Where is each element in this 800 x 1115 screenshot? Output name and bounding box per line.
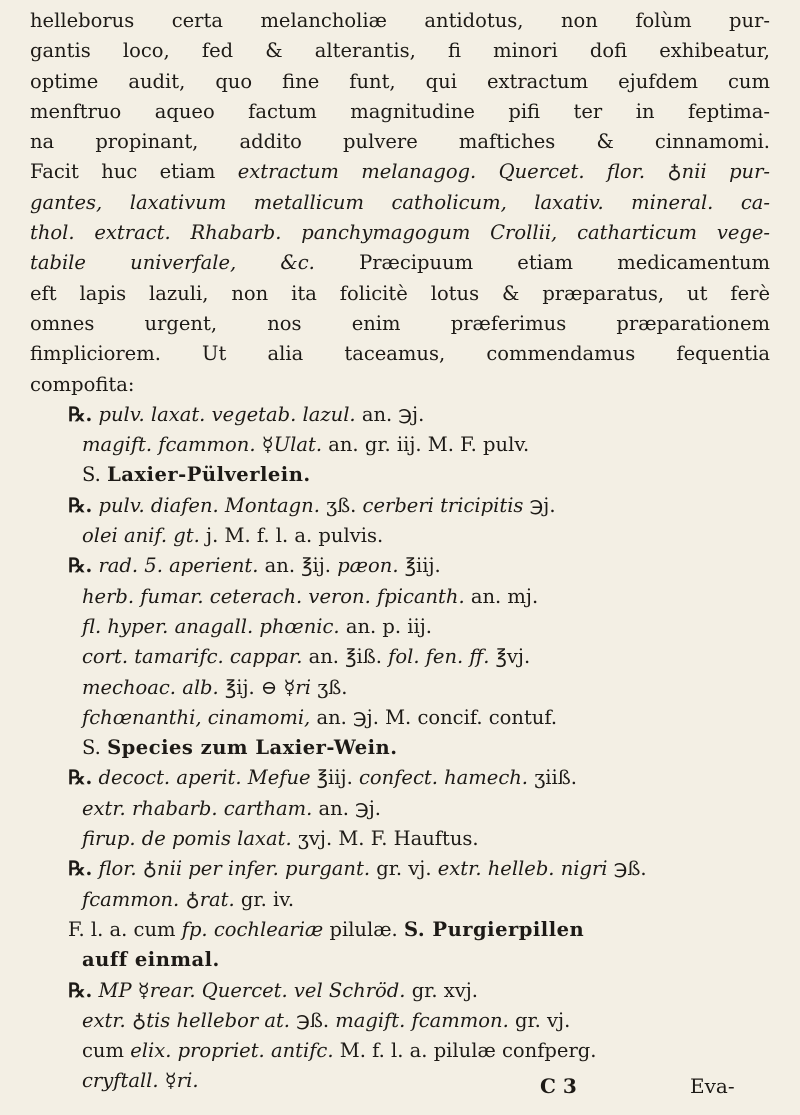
italic-span: fcammon. <box>82 887 180 911</box>
italic-span: magift. fcammon. <box>335 1008 509 1032</box>
recipe-symbol: ℞. <box>68 978 93 1002</box>
italic-span: aperient. <box>169 554 259 578</box>
recipe-line <box>30 763 770 793</box>
text-line: thol. extract. Rhabarb. panchymagogum Crollii, catharticum vege- <box>30 221 770 245</box>
recipe-line <box>30 915 770 945</box>
text-span: an. gr. iij. M. F. pulv. <box>328 433 530 457</box>
text-span: an. ℈j. <box>318 796 381 820</box>
italic-span: flor. ♁nii per infer. purgant. <box>98 857 371 881</box>
text-span: gr. vj. <box>514 1008 571 1032</box>
italic-span: confect. hamech. <box>358 766 529 790</box>
text-span: F. l. a. cum <box>68 917 176 941</box>
text-span: an. p. iij. <box>345 614 432 638</box>
italic-span: rad. 5. <box>98 554 163 578</box>
recipe-symbol: ℞. <box>68 554 93 578</box>
text-line: eft lapis lazuli, non ita folicitè lotus & præparatus, ut ferè <box>30 281 770 305</box>
italic-span: anif. gt. <box>123 524 200 548</box>
text-span: an. ℥ij. <box>264 554 331 578</box>
recipe-line <box>30 1036 770 1066</box>
text-line: gantes, laxativum metallicum catholicum, laxativ. mineral. ca- <box>30 190 770 214</box>
italic-span: extr. rhabarb. cartham. <box>82 796 313 820</box>
recipe-line <box>30 642 770 672</box>
text-span: j. M. f. l. a. pulvis. <box>206 524 384 548</box>
recipe-line <box>30 824 770 854</box>
text-span: ℈ß. <box>613 857 647 881</box>
recipe-symbol: ℞. <box>68 766 93 790</box>
text-line: gantis loco, fed & alterantis, fi minori dofi exhibeatur, <box>30 39 770 63</box>
italic-span: firup. de pomis laxat. <box>82 827 292 851</box>
text-line <box>30 248 770 278</box>
text-span: an. mj. <box>470 584 539 608</box>
signa-mark: S. <box>82 736 101 760</box>
recipe-line: auff einmal. <box>82 948 220 972</box>
italic-span: tabile univerfale, &c. <box>30 251 315 275</box>
text-span: M. f. l. a. pilulæ confperg. <box>339 1039 597 1063</box>
recipe-line <box>30 582 770 612</box>
text-line: helleborus certa melancholiæ antidotus, non folùm pur- <box>30 9 770 32</box>
recipe-line: cryftall. ☿ri. <box>82 1069 199 1093</box>
recipe-line <box>30 491 770 521</box>
text-span: gr. xvj. <box>411 978 479 1002</box>
italic-span: fl. hyper. anagall. phœnic. <box>82 614 340 638</box>
italic-span: extr. ♁tis hellebor at. <box>82 1008 290 1032</box>
recipe-line <box>30 460 770 490</box>
salt-symbol: ⊖ <box>260 675 278 699</box>
italic-span: extractum melanagog. Quercet. flor. <box>237 160 646 184</box>
italic-span: extr. helleb. nigri <box>437 857 608 881</box>
italic-span: pulv. laxat. vegetab. lazul. <box>98 402 356 426</box>
text-line: optime audit, quo fine funt, qui extractum ejufdem cum <box>30 69 770 93</box>
recipe-line <box>30 794 770 824</box>
text-span: ℈j. <box>529 493 556 517</box>
signa-mark: S. <box>82 463 101 487</box>
italic-span: herb. fumar. ceterach. veron. fpicanth. <box>82 584 465 608</box>
text-span: an. ℈j. <box>361 402 425 426</box>
text-span: gr. vj. <box>376 857 432 881</box>
recipe-line <box>30 551 770 581</box>
text-span: cum <box>82 1039 124 1063</box>
italic-span: mechoac. alb. <box>82 675 219 699</box>
recipe-line <box>30 612 770 642</box>
italic-span: ♁rat. <box>185 887 235 911</box>
italic-span: ☿ri <box>283 675 311 699</box>
italic-span: fp. cochleariæ <box>181 917 324 941</box>
italic-span: pæon. <box>337 554 399 578</box>
italic-span: pulv. diafen. Montagn. <box>98 493 320 517</box>
text-span: Præcipuum etiam medicamentum <box>359 251 770 275</box>
text-line <box>30 157 770 187</box>
catchword: Eva- <box>690 1074 735 1098</box>
italic-span: magift. fcammon. <box>82 433 256 457</box>
text-span: ℥ij. <box>224 675 255 699</box>
fraktur-span: Species zum Laxier-Wein. <box>107 736 398 760</box>
text-span: pilulæ. <box>329 917 398 941</box>
text-line: na propinant, addito pulvere maftiches & cinnamomi. <box>30 130 770 154</box>
italic-span: MP ☿rear. Quercet. vel Schröd. <box>98 978 406 1002</box>
italic-span: Ulat. <box>273 433 323 457</box>
text-span: ℈ß. <box>296 1008 330 1032</box>
italic-span: fol. fen. ff. <box>388 645 490 669</box>
mercury-symbol: ☿ <box>261 433 274 457</box>
text-span: ʒiiß. <box>534 766 577 790</box>
signature-mark: C 3 <box>540 1074 577 1098</box>
text-span: ʒvj. M. F. Hauftus. <box>297 827 479 851</box>
italic-span: olei <box>82 524 118 548</box>
text-span: an. ℈j. M. concif. contuf. <box>316 705 558 729</box>
recipe-symbol: ℞. <box>68 857 93 881</box>
recipe-line <box>30 430 770 460</box>
text-span: ʒß. <box>317 675 348 699</box>
recipe-line <box>30 854 770 884</box>
italic-span: ♁nii pur- <box>667 160 770 184</box>
text-span: gr. iv. <box>240 887 295 911</box>
text-span: an. ℥iß. <box>308 645 382 669</box>
recipe-line <box>30 400 770 430</box>
text-span: ℥vj. <box>495 645 531 669</box>
recipe-line <box>30 976 770 1006</box>
italic-span: elix. propriet. antifc. <box>130 1039 334 1063</box>
recipe-line <box>30 1006 770 1036</box>
text-span: ℥iij. <box>316 766 353 790</box>
recipe-line <box>30 703 770 733</box>
fraktur-span: Laxier-Pülverlein. <box>107 463 311 487</box>
recipe-symbol: ℞. <box>68 402 93 426</box>
recipe-line <box>30 733 770 763</box>
italic-span: cort. tamarifc. cappar. <box>82 645 303 669</box>
italic-span: decoct. aperit. Mefue <box>98 766 311 790</box>
text-span: Facit huc etiam <box>30 160 216 184</box>
fraktur-span: S. Purgierpillen <box>403 917 585 941</box>
recipe-line <box>30 521 770 551</box>
italic-span: fchœnanthi, cinamomi, <box>82 705 311 729</box>
recipe-line <box>30 885 770 915</box>
text-span: ʒß. <box>326 493 357 517</box>
page-footer <box>0 1072 800 1108</box>
recipe-line <box>30 673 770 703</box>
text-span: ℥iij. <box>404 554 441 578</box>
italic-span: cerberi tricipitis <box>362 493 524 517</box>
text-line: compofita: <box>30 372 135 396</box>
recipe-symbol: ℞. <box>68 493 93 517</box>
text-line: omnes urgent, nos enim præferimus præparationem <box>30 311 770 335</box>
text-line: menftruo aqueo factum magnitudine pifi ter in feptima- <box>30 99 770 123</box>
text-line: fimpliciorem. Ut alia taceamus, commendamus fequentia <box>30 342 770 366</box>
